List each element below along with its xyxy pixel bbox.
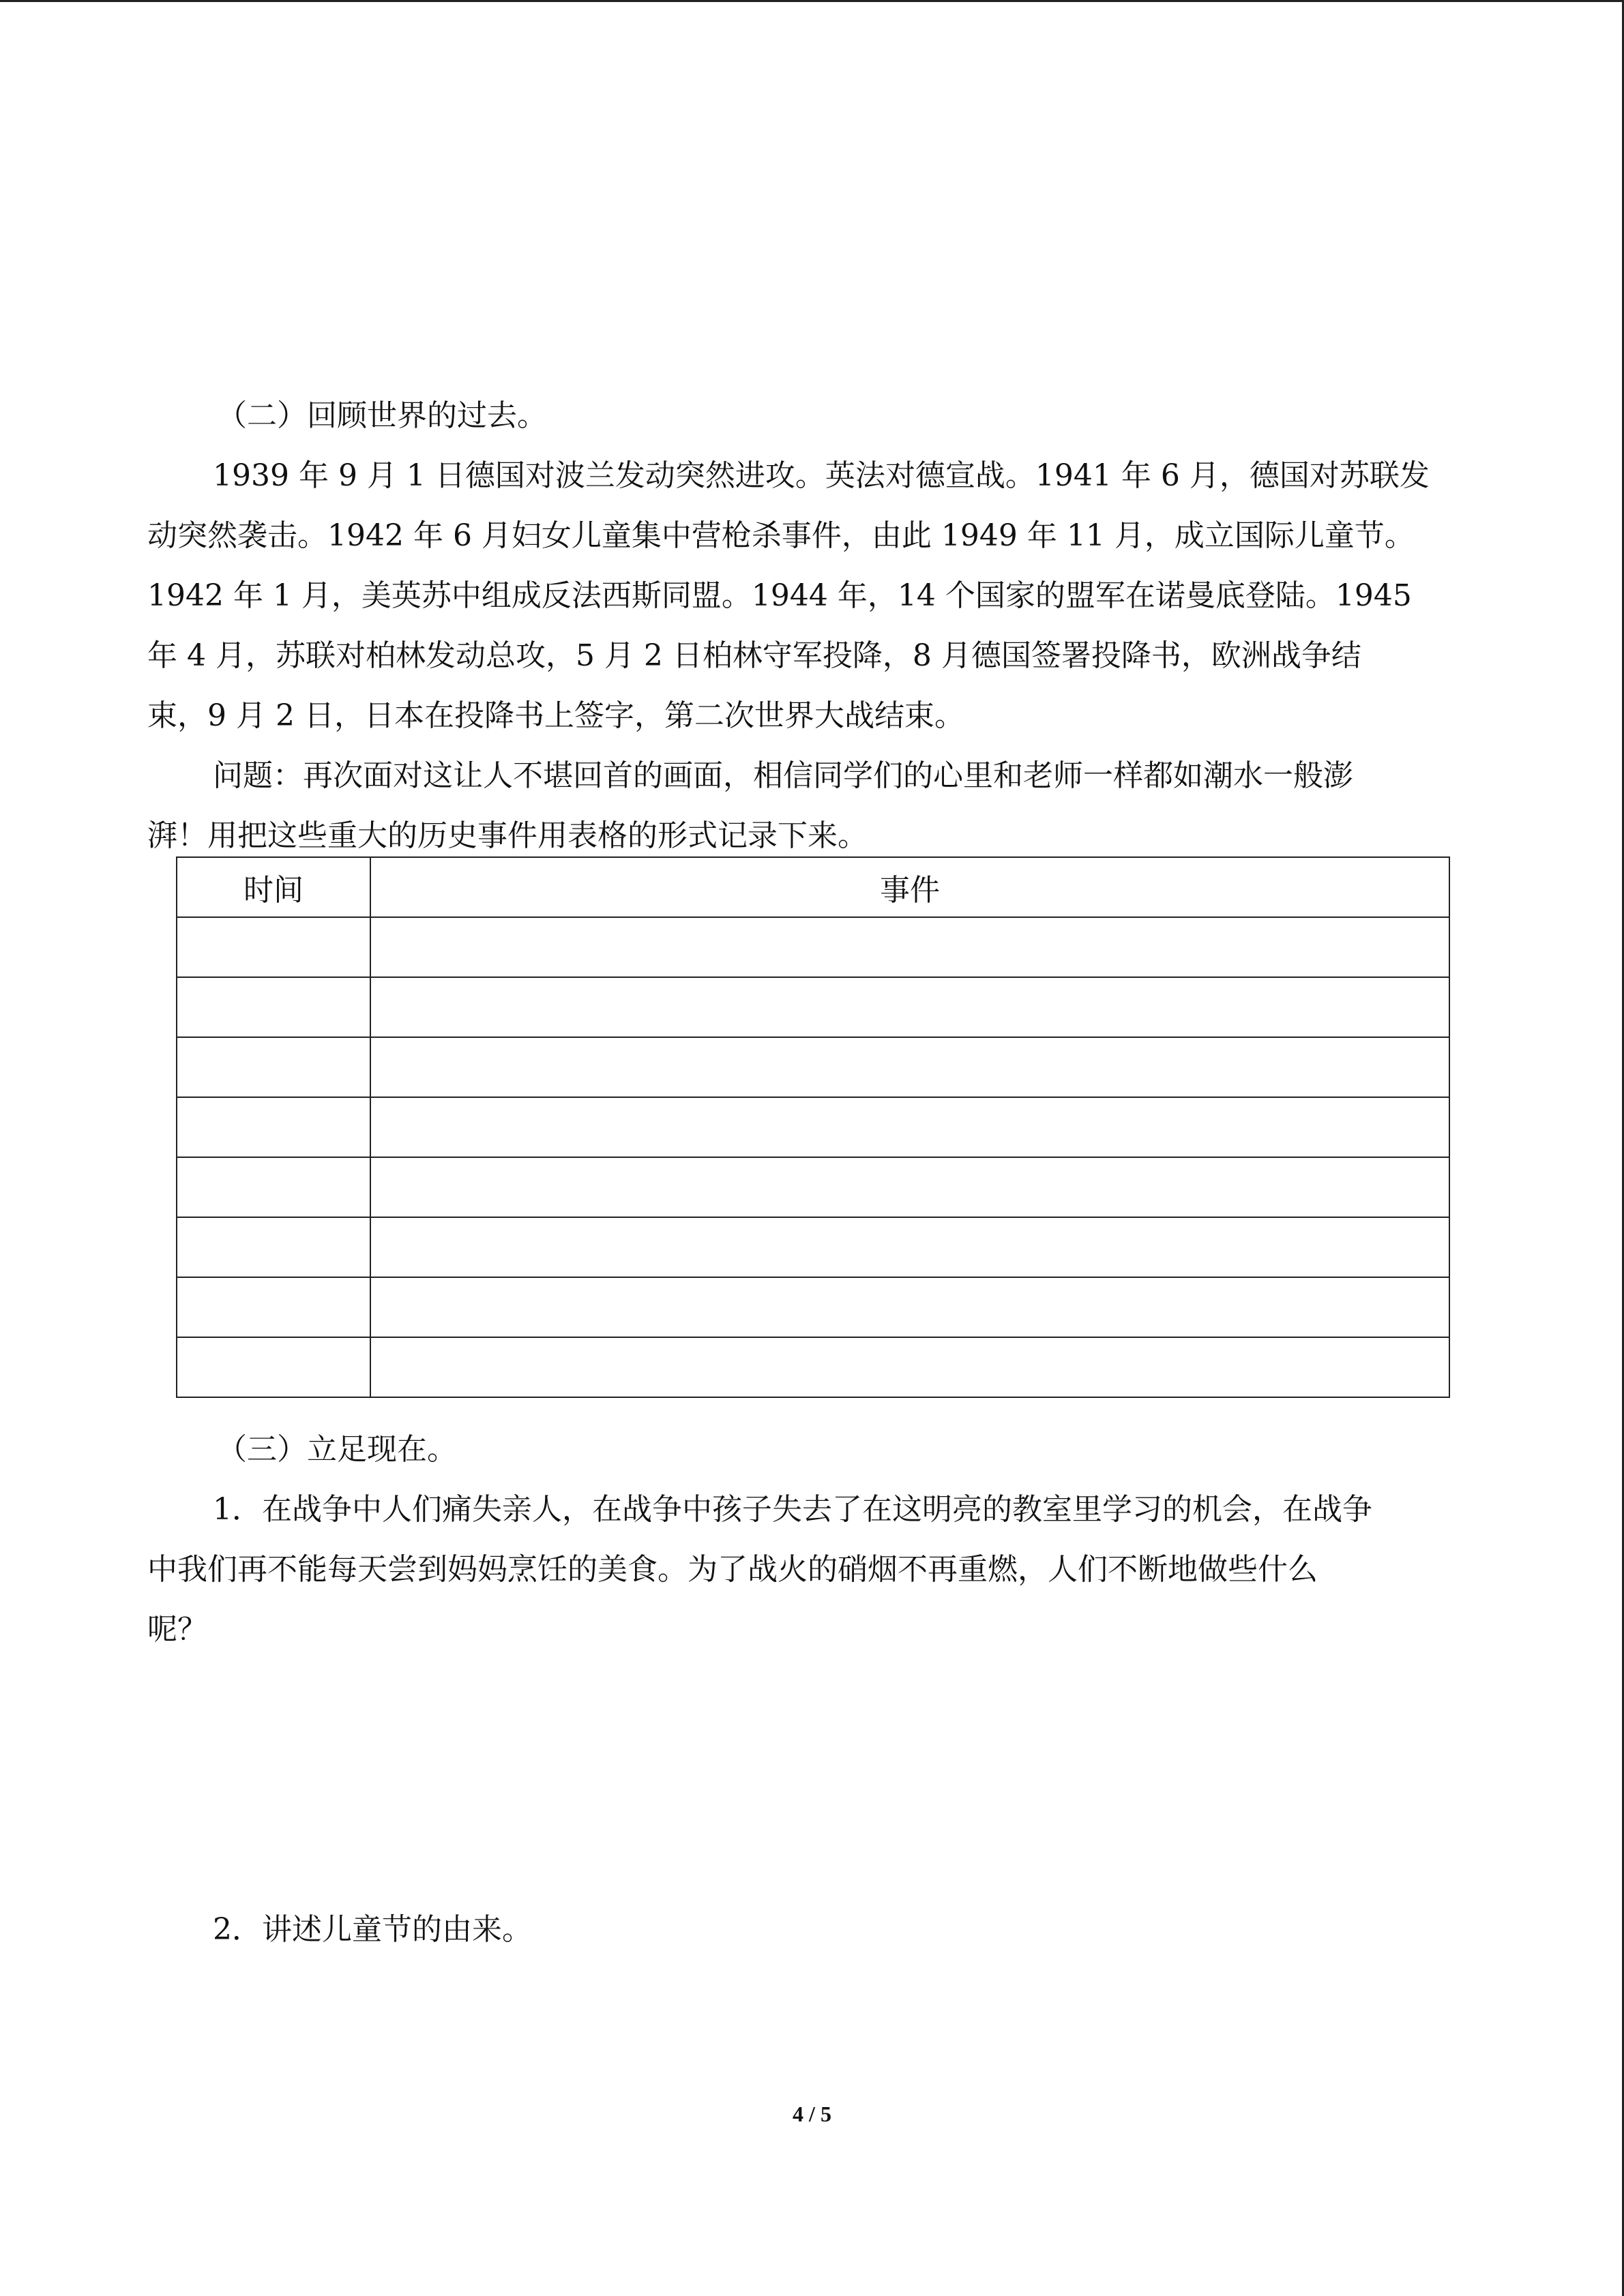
paragraph-line-5: 束，9 月 2 日，日本在投降书上签字，第二次世界大战结束。 — [147, 698, 964, 733]
event-cell[interactable] — [370, 1277, 1449, 1337]
event-cell[interactable] — [370, 1037, 1449, 1097]
section3-heading: （三）立足现在。 — [217, 1432, 457, 1467]
section2-heading: （二）回顾世界的过去。 — [217, 398, 547, 433]
q2-line: 2．讲述儿童节的由来。 — [213, 1912, 532, 1947]
events-table — [176, 856, 1450, 1398]
page-number: 4 / 5 — [793, 2102, 831, 2126]
time-cell[interactable] — [177, 1277, 370, 1337]
paragraph-line-3: 1942 年 1 月，美英苏中组成反法西斯同盟。1944 年，14 个国家的盟军在诺曼底登陆。1945 — [147, 578, 1412, 613]
paragraph-line-1: 1939 年 9 月 1 日德国对波兰发动突然进攻。英法对德宣战。1941 年 6 月，德国对苏联发 — [213, 458, 1430, 493]
time-cell[interactable] — [177, 1097, 370, 1157]
question-line-2: 湃！用把这些重大的历史事件用表格的形式记录下来。 — [147, 818, 868, 853]
q1-line-2: 中我们再不能每天尝到妈妈烹饪的美食。为了战火的硝烟不再重燃，人们不断地做些什么 — [147, 1552, 1318, 1587]
time-cell[interactable] — [177, 1157, 370, 1217]
time-column-header: 时间 — [177, 857, 370, 917]
paragraph-line-4: 年 4 月，苏联对柏林发动总攻，5 月 2 日柏林守军投降，8 月德国签署投降书，欧洲战争结 — [147, 638, 1361, 673]
table-row — [177, 1217, 1449, 1277]
table-row — [177, 1097, 1449, 1157]
time-cell[interactable] — [177, 1217, 370, 1277]
event-cell[interactable] — [370, 1337, 1449, 1397]
event-column-header: 事件 — [370, 857, 1449, 917]
event-cell[interactable] — [370, 977, 1449, 1037]
table-row — [177, 1037, 1449, 1097]
table-row — [177, 1157, 1449, 1217]
event-cell[interactable] — [370, 917, 1449, 977]
table-header-row — [177, 857, 1449, 917]
event-cell[interactable] — [370, 1217, 1449, 1277]
table-row — [177, 977, 1449, 1037]
event-cell[interactable] — [370, 1157, 1449, 1217]
time-cell[interactable] — [177, 917, 370, 977]
q1-line-1: 1．在战争中人们痛失亲人，在战争中孩子失去了在这明亮的教室里学习的机会，在战争 — [213, 1492, 1372, 1527]
table-row — [177, 917, 1449, 977]
question-line-1: 问题：再次面对这让人不堪回首的画面，相信同学们的心里和老师一样都如潮水一般澎 — [213, 758, 1353, 793]
table-row — [177, 1277, 1449, 1337]
table-row — [177, 1337, 1449, 1397]
q1-line-3: 呢？ — [147, 1612, 207, 1647]
time-cell[interactable] — [177, 1037, 370, 1097]
time-cell[interactable] — [177, 977, 370, 1037]
top-border — [0, 0, 1624, 2]
paragraph-line-2: 动突然袭击。1942 年 6 月妇女儿童集中营枪杀事件，由此 1949 年 11 月，成立国际儿童节。 — [147, 518, 1415, 553]
event-cell[interactable] — [370, 1097, 1449, 1157]
time-cell[interactable] — [177, 1337, 370, 1397]
